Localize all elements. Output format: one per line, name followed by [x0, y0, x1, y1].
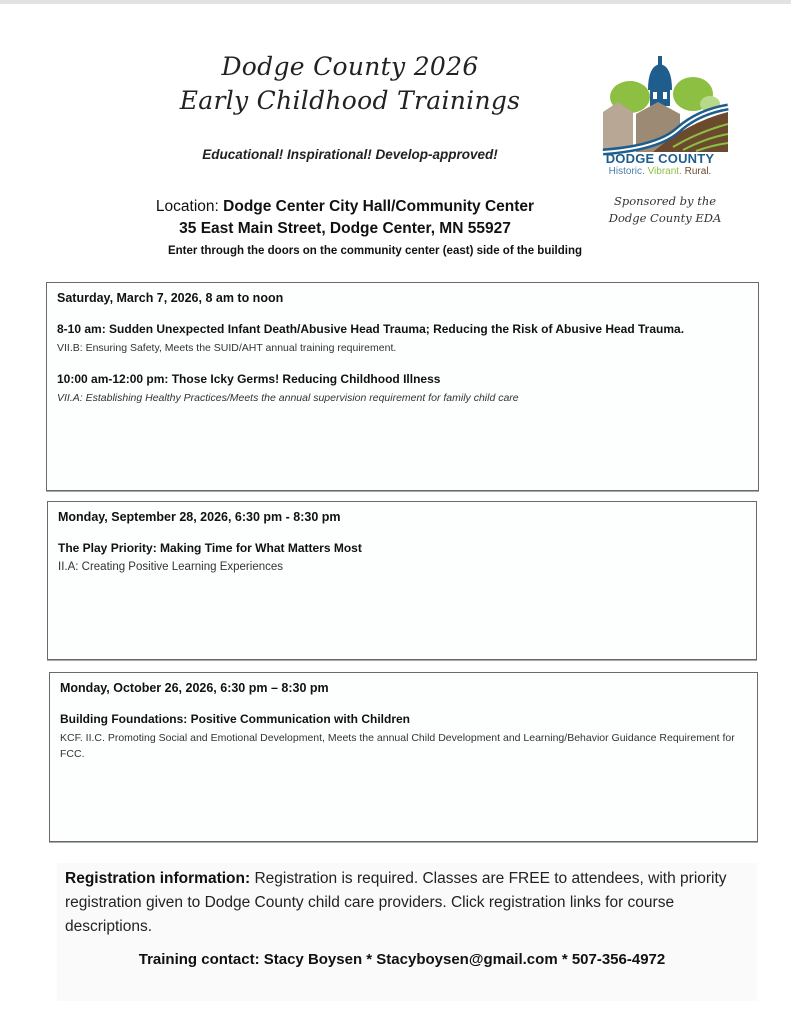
logo-tag-vibrant: Vibrant.	[647, 166, 682, 177]
event-box-september	[47, 501, 757, 660]
session-title[interactable]: The Play Priority: Making Time for What Matters Most	[58, 541, 362, 555]
location-label: Location:	[155, 198, 219, 215]
event-date: Saturday, March 7, 2026, 8 am to noon	[57, 291, 284, 305]
session-description: KCF. II.C. Promoting Social and Emotional Development, Meets the annual Child Development and Learning/Behavior Guidance Requirement for FCC.	[60, 732, 735, 760]
location-note: Enter through the doors on the community center (east) side of the building	[167, 245, 583, 257]
registration-label: Registration information:	[65, 870, 251, 887]
page-title	[150, 50, 550, 118]
session-item	[57, 322, 748, 356]
registration-info	[65, 867, 745, 939]
logo-name: DODGE COUNTY	[605, 151, 715, 166]
registration-section	[57, 863, 757, 1001]
session-description: VII.B: Ensuring Safety, Meets the SUID/AHT annual training requirement.	[57, 342, 397, 354]
event-box-october	[49, 672, 758, 842]
training-contact[interactable]: Training contact: Stacy Boysen * Stacyboysen@gmail.com * 507-356-4972	[138, 951, 666, 968]
session-item	[58, 541, 746, 575]
sponsor-line-1: Sponsored by the	[613, 194, 717, 208]
session-item	[57, 372, 748, 406]
capitol-dome	[648, 64, 672, 90]
building-left	[603, 102, 633, 152]
top-bar	[0, 0, 791, 4]
sponsor-note	[585, 193, 745, 227]
title-line-2: Early Childhood Trainings	[179, 86, 521, 115]
session-item	[60, 712, 747, 762]
logo-tag-historic: Historic.	[608, 166, 645, 177]
location-venue-line	[100, 198, 590, 216]
session-description: VII.A: Establishing Healthy Practices/Meets the annual supervision requirement for family child care	[57, 392, 519, 404]
event-date: Monday, October 26, 2026, 6:30 pm – 8:30 pm	[60, 681, 329, 695]
session-title[interactable]: 10:00 am-12:00 pm: Those Icky Germs! Reducing Childhood Illness	[57, 372, 441, 386]
session-description: II.A: Creating Positive Learning Experiences	[58, 561, 284, 573]
session-title[interactable]: Building Foundations: Positive Communication with Children	[60, 712, 410, 726]
event-box-march	[46, 282, 759, 491]
tagline: Educational! Inspirational! Develop-approved!	[202, 147, 498, 162]
title-line-1: Dodge County 2026	[221, 52, 479, 81]
location-address: 35 East Main Street, Dodge Center, MN 55927	[179, 220, 511, 237]
sponsor-line-2: Dodge County EDA	[608, 211, 722, 225]
location-venue: Dodge Center City Hall/Community Center	[223, 198, 535, 215]
logo-tag-rural: Rural.	[684, 166, 712, 177]
event-date: Monday, September 28, 2026, 6:30 pm - 8:30 pm	[58, 510, 341, 524]
logo-tagline	[590, 166, 730, 177]
registration-text: Registration is required. Classes are FREE to attendees, with priority registration given to Dodge County child care providers. Click registration links for course descriptions.	[65, 870, 727, 935]
session-title[interactable]: 8-10 am: Sudden Unexpected Infant Death/Abusive Head Trauma; Reducing the Risk of Abusive Head Trauma.	[57, 322, 685, 336]
